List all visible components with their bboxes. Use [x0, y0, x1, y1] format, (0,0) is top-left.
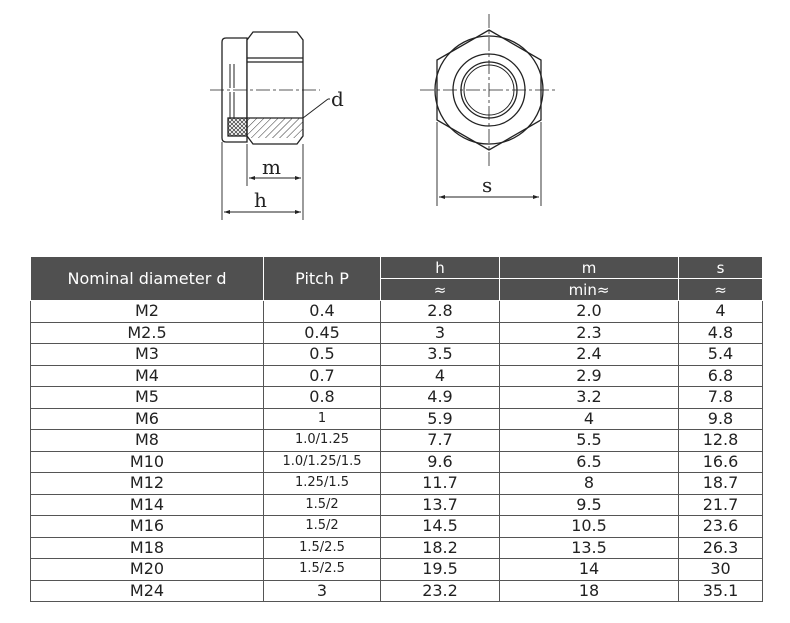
- header-h-sub: ≈: [381, 279, 500, 301]
- header-m-sub: min≈: [500, 279, 679, 301]
- cell-h: 3.5: [381, 344, 500, 366]
- cell-pitch: 1.5/2.5: [264, 537, 381, 559]
- cell-s: 18.7: [679, 473, 763, 495]
- table-row: [31, 473, 763, 495]
- cell-s: 35.1: [679, 580, 763, 602]
- header-m: m: [500, 257, 679, 279]
- label-h: h: [254, 188, 267, 212]
- cell-m: 3.2: [500, 387, 679, 409]
- cell-diameter: M2.5: [31, 322, 264, 344]
- cell-m: 9.5: [500, 494, 679, 516]
- cell-h: 11.7: [381, 473, 500, 495]
- header-s: s: [679, 257, 763, 279]
- table-row: [31, 408, 763, 430]
- cell-s: 9.8: [679, 408, 763, 430]
- table-body: [31, 301, 763, 602]
- cell-m: 14: [500, 559, 679, 581]
- table-row: [31, 301, 763, 323]
- cell-s: 16.6: [679, 451, 763, 473]
- cell-h: 14.5: [381, 516, 500, 538]
- table-row: [31, 494, 763, 516]
- cell-s: 23.6: [679, 516, 763, 538]
- header-nominal-diameter: Nominal diameter d: [31, 257, 264, 301]
- cell-diameter: M14: [31, 494, 264, 516]
- cell-m: 2.9: [500, 365, 679, 387]
- cell-h: 3: [381, 322, 500, 344]
- cell-pitch: 1.0/1.25/1.5: [264, 451, 381, 473]
- cell-diameter: M4: [31, 365, 264, 387]
- cell-diameter: M20: [31, 559, 264, 581]
- table-row: [31, 559, 763, 581]
- cell-s: 4: [679, 301, 763, 323]
- cell-pitch: 0.8: [264, 387, 381, 409]
- cell-h: 23.2: [381, 580, 500, 602]
- cell-pitch: 1.25/1.5: [264, 473, 381, 495]
- cell-h: 13.7: [381, 494, 500, 516]
- cell-h: 9.6: [381, 451, 500, 473]
- cell-pitch: 1.0/1.25: [264, 430, 381, 452]
- table-row: [31, 365, 763, 387]
- cell-diameter: M24: [31, 580, 264, 602]
- cell-s: 30: [679, 559, 763, 581]
- cell-pitch: 0.45: [264, 322, 381, 344]
- cell-diameter: M18: [31, 537, 264, 559]
- header-pitch: Pitch P: [264, 257, 381, 301]
- dimensions-table: [30, 256, 763, 602]
- cell-m: 18: [500, 580, 679, 602]
- cell-pitch: 1.5/2.5: [264, 559, 381, 581]
- cell-diameter: M16: [31, 516, 264, 538]
- cell-m: 6.5: [500, 451, 679, 473]
- table-row: [31, 430, 763, 452]
- cell-s: 12.8: [679, 430, 763, 452]
- cell-pitch: 3: [264, 580, 381, 602]
- cell-h: 19.5: [381, 559, 500, 581]
- cell-pitch: 0.5: [264, 344, 381, 366]
- cell-h: 5.9: [381, 408, 500, 430]
- cell-h: 4.9: [381, 387, 500, 409]
- cell-m: 5.5: [500, 430, 679, 452]
- cell-diameter: M5: [31, 387, 264, 409]
- cell-m: 2.3: [500, 322, 679, 344]
- table-row: [31, 387, 763, 409]
- table-row: [31, 344, 763, 366]
- table-row: [31, 537, 763, 559]
- cell-s: 21.7: [679, 494, 763, 516]
- cell-diameter: M6: [31, 408, 264, 430]
- cell-h: 4: [381, 365, 500, 387]
- cell-s: 26.3: [679, 537, 763, 559]
- cell-pitch: 0.4: [264, 301, 381, 323]
- cell-m: 2.4: [500, 344, 679, 366]
- cell-h: 2.8: [381, 301, 500, 323]
- table-row: [31, 580, 763, 602]
- cell-s: 6.8: [679, 365, 763, 387]
- cell-diameter: M3: [31, 344, 264, 366]
- label-m: m: [262, 155, 281, 179]
- cell-s: 5.4: [679, 344, 763, 366]
- cell-m: 8: [500, 473, 679, 495]
- cell-diameter: M2: [31, 301, 264, 323]
- cell-diameter: M12: [31, 473, 264, 495]
- cell-m: 4: [500, 408, 679, 430]
- cell-h: 7.7: [381, 430, 500, 452]
- header-s-sub: ≈: [679, 279, 763, 301]
- cell-pitch: 1: [264, 408, 381, 430]
- table-row: [31, 516, 763, 538]
- label-s: s: [482, 173, 493, 197]
- cell-pitch: 1.5/2: [264, 516, 381, 538]
- header-h: h: [381, 257, 500, 279]
- cell-pitch: 1.5/2: [264, 494, 381, 516]
- cell-s: 4.8: [679, 322, 763, 344]
- cell-diameter: M10: [31, 451, 264, 473]
- cell-m: 10.5: [500, 516, 679, 538]
- cell-s: 7.8: [679, 387, 763, 409]
- cell-pitch: 0.7: [264, 365, 381, 387]
- cell-m: 13.5: [500, 537, 679, 559]
- table-header: [31, 257, 763, 301]
- side-view: [210, 32, 330, 220]
- nut-technical-drawing: [0, 0, 790, 250]
- table-row: [31, 451, 763, 473]
- table-row: [31, 322, 763, 344]
- cell-m: 2.0: [500, 301, 679, 323]
- cell-diameter: M8: [31, 430, 264, 452]
- cell-h: 18.2: [381, 537, 500, 559]
- label-d: d: [331, 87, 344, 111]
